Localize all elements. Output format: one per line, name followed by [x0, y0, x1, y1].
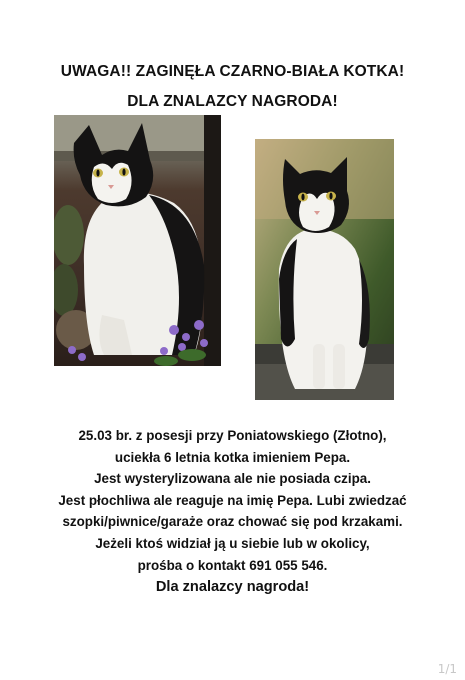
- body-line: Jest wysterylizowana ale nie posiada czipa.: [94, 471, 371, 487]
- cat-photo-1: [54, 115, 221, 366]
- body-line: 25.03 br. z posesji przy Poniatowskiego (Złotno),: [78, 428, 387, 443]
- body-line: uciekła 6 letnia kotka imieniem Pepa.: [114, 449, 351, 465]
- poster-title: UWAGA!! ZAGINĘŁA CZARNO-BIAŁA KOTKA!: [60, 63, 405, 80]
- body-line: Jest płochliwa ale reaguje na imię Pepa. Lubi zwiedzać: [58, 492, 407, 508]
- body-line: Jeżeli ktoś widział ją u siebie lub w okolicy,: [95, 535, 370, 551]
- contact-line: prośba o kontakt 691 055 546.: [137, 557, 328, 573]
- poster-subtitle: DLA ZNALAZCY NAGRODA!: [127, 93, 338, 110]
- poster-body: [0, 425, 465, 599]
- page-indicator: 1/1: [437, 662, 457, 676]
- cat-photo-2: [255, 139, 394, 400]
- body-line: szopki/piwnice/garaże oraz chować się pod krzakami.: [62, 514, 403, 530]
- reward-line: Dla znalazcy nagroda!: [155, 579, 310, 596]
